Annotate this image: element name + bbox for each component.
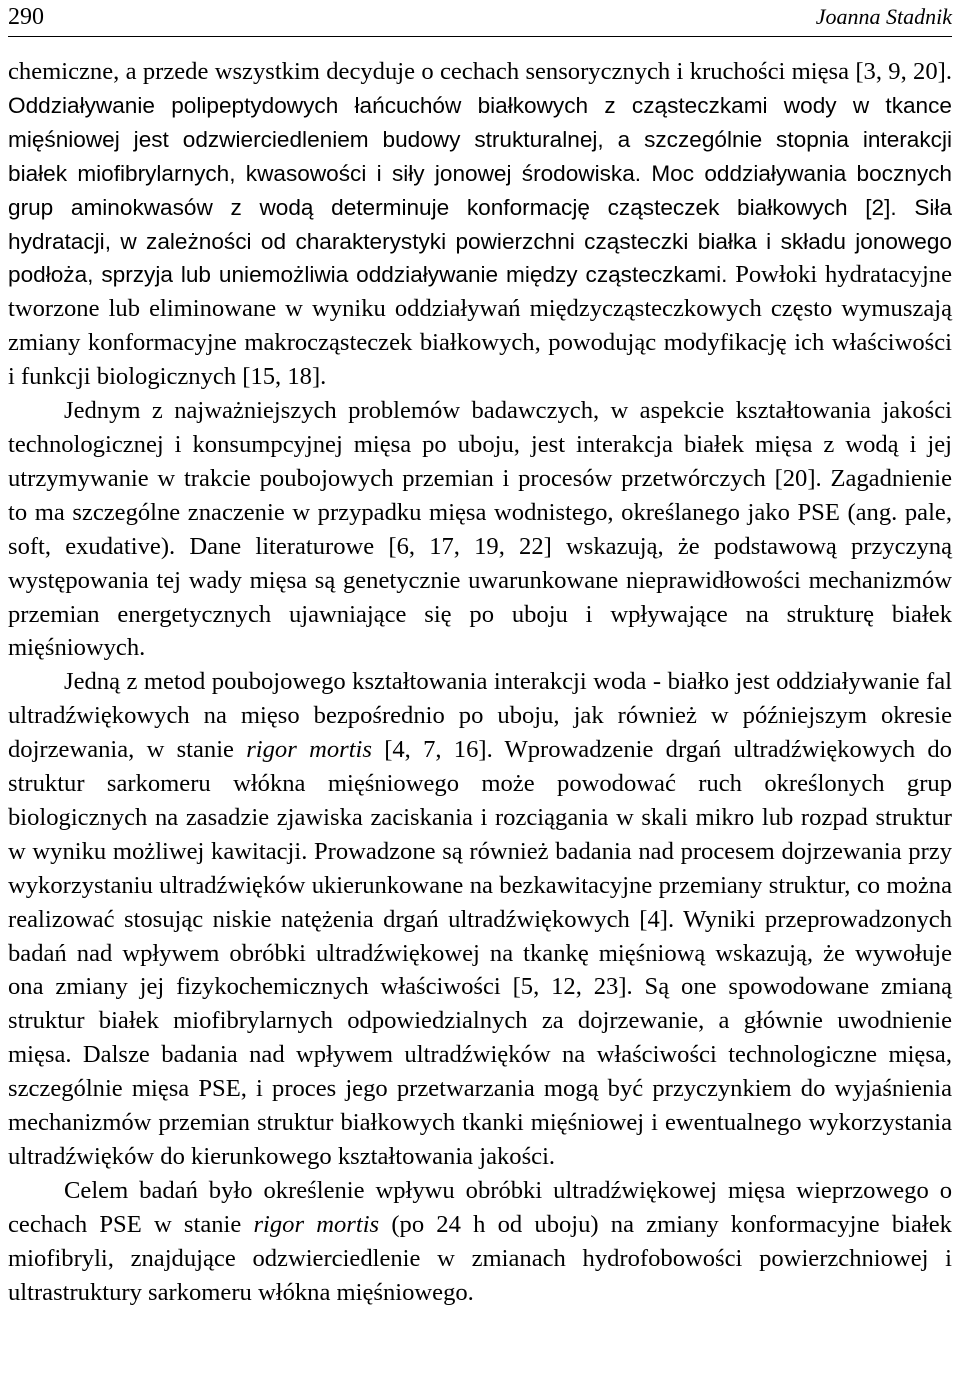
paragraph <box>8 1174 952 1310</box>
text-run: chemiczne, a przede wszystkim decyduje o cechach sensorycznych i kruchości mięsa [3, 9, 20]. <box>8 58 952 85</box>
text-run: Jednym z najważniejszych problemów badawczych, w aspekcie kształtowania jakości technologicznej i konsumpcyjnej mięsa po uboju, jest interakcja białek mięsa z wodą i jej utrzymywanie w trakcie poubojowych przemian i procesów przetwórczych [20]. Zagadnienie to ma szczególne znaczenie w przypadku mięsa wodnistego, określanego jako PSE (ang. pale, soft, exudative). Dane literaturowe [6, 17, 19, 22] wskazują, że podstawową przyczyną występowania tej wady mięsa są genetycznie uwarunkowane nieprawidłowości mechanizmów przemian energetycznych ujawniające się po uboju i wpływające na strukturę białek mięśniowych. <box>8 397 952 662</box>
text-run: Powłoki hydratacyjne tworzone lub eliminowane w wyniku oddziaływań międzycząsteczkowych często wymuszają zmiany konformacyjne makrocząsteczek białkowych, powodując modyfikację ich właściwości i funkcji biologicznych [15, 18]. <box>8 261 952 391</box>
running-head-author: Joanna Stadnik <box>815 4 952 29</box>
paragraph <box>8 665 952 1174</box>
italic-term: rigor mortis <box>246 736 372 764</box>
italic-term: rigor mortis <box>253 1210 380 1238</box>
text-run: Celem badań było określenie wpływu obróbki ultradźwiękowej mięsa wieprzowego o cechach PSE w stanie <box>8 1176 952 1238</box>
text-run-sans: Oddziaływanie polipeptydowych łańcuchów białkowych z cząsteczkami wody w tkance mięśniowej jest odzwierciedleniem budowy strukturalnej, a szczególnie stopnia interakcji białek miofibrylarnych, kwasowości i siły jonowej środowiska. Moc oddziaływania bocznych grup aminokwasów z wodą determinuje konformację cząsteczek białkowych [2]. Siła hydratacji, w zależności od charakterystyki powierzchni cząsteczki białka i składu jonowego podłoża, sprzyja lub uniemożliwia oddziaływanie między cząsteczkami. <box>8 92 952 288</box>
page-header <box>8 0 952 37</box>
text-run: (po 24 h od uboju) na zmiany konformacyjne białek miofibryli, znajdujące odzwierciedlenie w zmianach hydrofobowości powierzchniowej i ultrastruktury sarkomeru włókna mięśniowego. <box>8 1210 952 1306</box>
text-run: Jedną z metod poubojowego kształtowania interakcji woda - białko jest oddziaływanie fal ultradźwiękowych na mięso bezpośrednio po uboju, jak również w późniejszym okresie dojrzewania, w stanie <box>8 668 952 764</box>
paragraph <box>8 394 952 665</box>
page-number: 290 <box>8 4 44 30</box>
document-page <box>8 0 952 1384</box>
paragraph <box>8 55 952 394</box>
text-run: [4, 7, 16]. Wprowadzenie drgań ultradźwiękowych do struktur sarkomeru włókna mięśniowego może powodować ruch określonych grup biologicznych na zasadzie zjawiska zaciskania i rozciągania w skali mikro lub rozpad struktur w wyniku możliwej kawitacji. Prowadzone są również badania nad procesem dojrzewania przy wykorzystaniu ultradźwięków ukierunkowane na bezkawitacyjne przemiany struktur, co można realizować stosując niskie natężenia drgań ultradźwiękowych [4]. Wyniki przeprowadzonych badań nad wpływem obróbki ultradźwiękowej na tkankę mięśniową wskazują, że wywołuje ona zmiany jej fizykochemicznych właściwości [5, 12, 23]. Są one spowodowane zmianą struktur białek miofibrylarnych odpowiedzialnych za dojrzewanie, a głównie uwodnienie mięsa. Dalsze badania nad wpływem ultradźwięków na właściwości technologiczne mięsa, szczególnie mięsa PSE, i proces jego przetwarzania mogą być przyczynkiem do wyjaśnienia mechanizmów przemian struktur białkowych tkanki mięśniowej i ewentualnego wykorzystania ultradźwięków do kierunkowego kształtowania jakości. <box>8 736 952 1170</box>
body-text <box>8 55 952 1310</box>
